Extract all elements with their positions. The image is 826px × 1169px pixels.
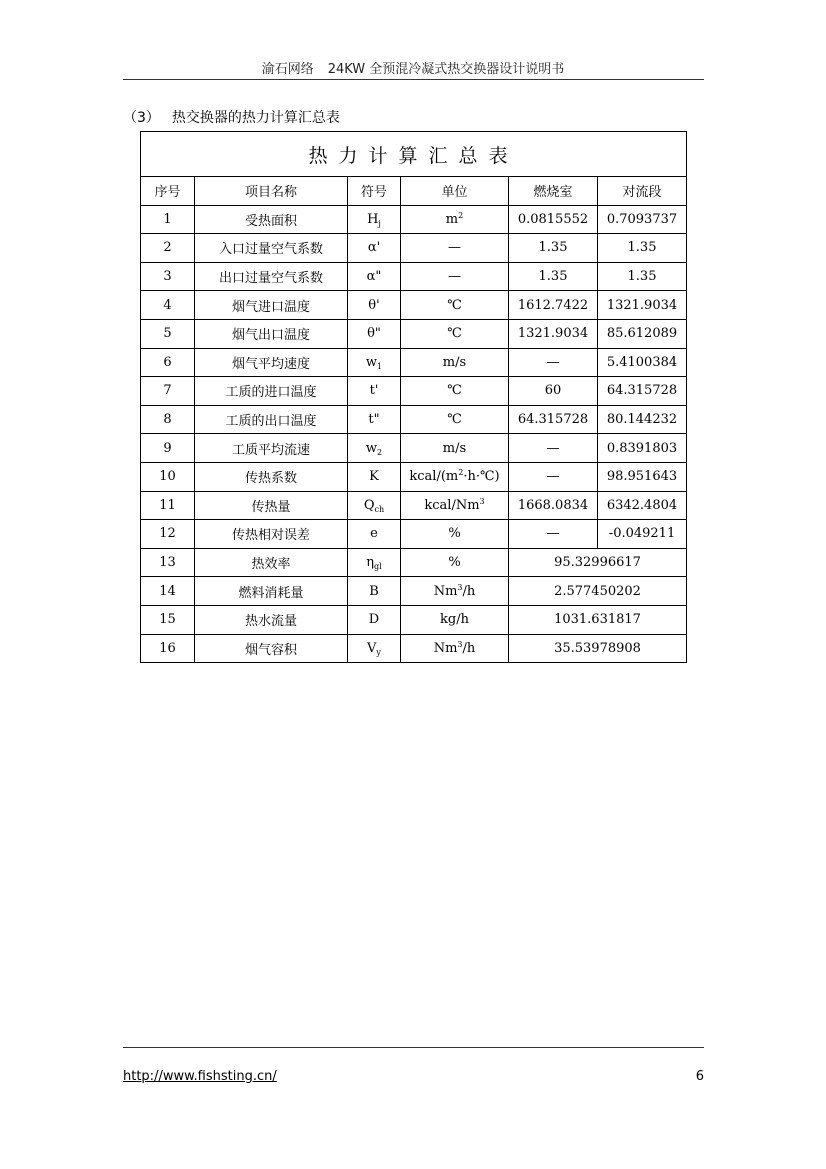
header-doc-title: 24KW 全预混冷凝式热交换器设计说明书 [327,62,565,77]
symbol: w [365,440,378,456]
symbol-cell [348,262,401,291]
unit-cell [401,462,509,491]
unit: m/s [442,354,467,370]
unit-superscript: 2 [458,468,464,478]
table-row [141,262,687,291]
combustion-chamber-value: 0.0815552 [509,205,598,234]
item-name: 传热相对误差 [195,520,348,549]
item-name: 工质平均流速 [195,434,348,463]
unit-cell [401,491,509,520]
combustion-chamber-value: 1321.9034 [509,319,598,348]
unit: — [448,269,461,285]
table-title: 热力计算汇总表 [141,132,687,177]
table-body [141,205,687,663]
unit-tail: /h [462,640,476,656]
symbol: D [368,612,380,628]
item-name: 传热系数 [195,462,348,491]
row-number: 2 [141,234,195,263]
page-number: 6 [695,1069,704,1084]
symbol-subscript: gl [374,562,382,572]
item-name: 烟气进口温度 [195,291,348,320]
convection-section-value: 85.612089 [598,319,687,348]
convection-section-value: 0.7093737 [598,205,687,234]
thermal-summary-table [140,131,687,663]
combustion-chamber-value: — [509,434,598,463]
merged-value: 95.32996617 [509,548,687,577]
row-number: 11 [141,491,195,520]
unit-cell [401,234,509,263]
table-row [141,319,687,348]
symbol-cell [348,291,401,320]
unit: kcal/Nm [424,497,480,513]
row-number: 3 [141,262,195,291]
symbol-subscript: 1 [377,361,383,371]
unit: % [448,526,461,542]
symbol-cell [348,548,401,577]
symbol: θ" [367,326,381,342]
unit: Nm [433,640,458,656]
symbol-cell [348,605,401,634]
combustion-chamber-value: 1612.7422 [509,291,598,320]
combustion-chamber-value: — [509,462,598,491]
symbol: B [369,583,379,599]
item-name: 受热面积 [195,205,348,234]
section-number: （3） [123,110,160,126]
unit-cell [401,291,509,320]
page-header [0,58,826,77]
section-heading [123,107,340,127]
column-header-name: 项目名称 [195,177,348,206]
table-row [141,605,687,634]
combustion-chamber-value: 60 [509,377,598,406]
unit-cell [401,434,509,463]
symbol-cell [348,348,401,377]
table-row [141,491,687,520]
combustion-chamber-value: 1668.0834 [509,491,598,520]
convection-section-value: 80.144232 [598,405,687,434]
unit-cell [401,577,509,606]
item-name: 热效率 [195,548,348,577]
item-name: 燃料消耗量 [195,577,348,606]
symbol-cell [348,377,401,406]
item-name: 工质的进口温度 [195,377,348,406]
row-number: 4 [141,291,195,320]
combustion-chamber-value: 1.35 [509,234,598,263]
table-row [141,577,687,606]
unit-tail: ·h·℃) [463,469,500,485]
unit-cell [401,348,509,377]
item-name: 烟气出口温度 [195,319,348,348]
symbol: K [369,469,379,485]
row-number: 13 [141,548,195,577]
table-row [141,520,687,549]
row-number: 9 [141,434,195,463]
unit-cell [401,605,509,634]
row-number: 15 [141,605,195,634]
symbol: H [367,211,379,227]
symbol-subscript: 2 [377,447,383,457]
symbol: α" [366,269,382,285]
merged-value: 2.577450202 [509,577,687,606]
combustion-chamber-value: 64.315728 [509,405,598,434]
table-row [141,548,687,577]
unit-superscript: 3 [479,496,485,506]
symbol-cell [348,462,401,491]
convection-section-value: 1.35 [598,262,687,291]
unit: ℃ [447,412,462,428]
symbol: w [365,354,378,370]
symbol-cell [348,634,401,663]
column-header-convection-section: 对流段 [598,177,687,206]
symbol: Q [363,497,375,513]
section-title: 热交换器的热力计算汇总表 [171,110,340,126]
column-header-combustion-chamber: 燃烧室 [509,177,598,206]
table-row [141,405,687,434]
unit-cell [401,205,509,234]
table-row [141,434,687,463]
symbol-cell [348,577,401,606]
column-header-unit: 单位 [401,177,509,206]
column-header-symbol: 符号 [348,177,401,206]
unit-cell [401,262,509,291]
table-row [141,462,687,491]
convection-section-value: 5.4100384 [598,348,687,377]
table-header-row [141,177,687,206]
unit: m/s [442,440,467,456]
item-name: 热水流量 [195,605,348,634]
row-number: 8 [141,405,195,434]
row-number: 1 [141,205,195,234]
symbol-cell [348,520,401,549]
unit: — [448,240,461,256]
unit-tail: /h [462,583,476,599]
symbol-cell [348,434,401,463]
unit-cell [401,548,509,577]
footer-url-link[interactable]: http://www.fishsting.cn/ [123,1069,277,1084]
row-number: 16 [141,634,195,663]
unit-cell [401,520,509,549]
symbol: α' [367,240,381,256]
unit: Nm [433,583,458,599]
row-number: 10 [141,462,195,491]
table-row [141,205,687,234]
merged-value: 1031.631817 [509,605,687,634]
symbol: θ' [368,297,380,313]
unit: kg/h [440,612,469,628]
unit: ℃ [447,326,462,342]
convection-section-value: -0.049211 [598,520,687,549]
symbol-subscript: j [378,218,381,228]
unit-cell [401,405,509,434]
unit: ℃ [447,297,462,313]
item-name: 工质的出口温度 [195,405,348,434]
symbol: t" [368,412,380,428]
convection-section-value: 64.315728 [598,377,687,406]
symbol-cell [348,234,401,263]
convection-section-value: 6342.4804 [598,491,687,520]
item-name: 入口过量空气系数 [195,234,348,263]
table-row [141,377,687,406]
table-title-row [141,132,687,177]
header-divider [123,79,704,80]
unit-cell [401,319,509,348]
symbol-cell [348,491,401,520]
row-number: 14 [141,577,195,606]
combustion-chamber-value: — [509,348,598,377]
table-row [141,291,687,320]
column-header-no: 序号 [141,177,195,206]
symbol-cell [348,319,401,348]
item-name: 传热量 [195,491,348,520]
symbol-subscript: y [376,647,381,657]
unit: m [445,211,459,227]
symbol-cell [348,405,401,434]
symbol: t' [369,383,379,399]
unit-superscript: 3 [457,639,463,649]
convection-section-value: 1.35 [598,234,687,263]
table-row [141,348,687,377]
footer-divider [123,1047,704,1048]
row-number: 7 [141,377,195,406]
unit: kcal/(m [409,469,459,485]
row-number: 12 [141,520,195,549]
item-name: 烟气容积 [195,634,348,663]
unit: % [448,555,461,571]
unit-superscript: 2 [458,210,464,220]
table-row [141,234,687,263]
symbol-cell [348,205,401,234]
unit-cell [401,634,509,663]
convection-section-value: 98.951643 [598,462,687,491]
table-row [141,634,687,663]
item-name: 出口过量空气系数 [195,262,348,291]
symbol: e [370,526,378,542]
unit-superscript: 3 [457,582,463,592]
header-org: 渝石网络 [261,62,314,77]
combustion-chamber-value: 1.35 [509,262,598,291]
merged-value: 35.53978908 [509,634,687,663]
item-name: 烟气平均速度 [195,348,348,377]
symbol-subscript: ch [374,504,385,514]
convection-section-value: 0.8391803 [598,434,687,463]
unit-cell [401,377,509,406]
convection-section-value: 1321.9034 [598,291,687,320]
combustion-chamber-value: — [509,520,598,549]
row-number: 5 [141,319,195,348]
symbol: η [366,555,375,571]
unit: ℃ [447,383,462,399]
symbol: V [367,640,377,656]
row-number: 6 [141,348,195,377]
